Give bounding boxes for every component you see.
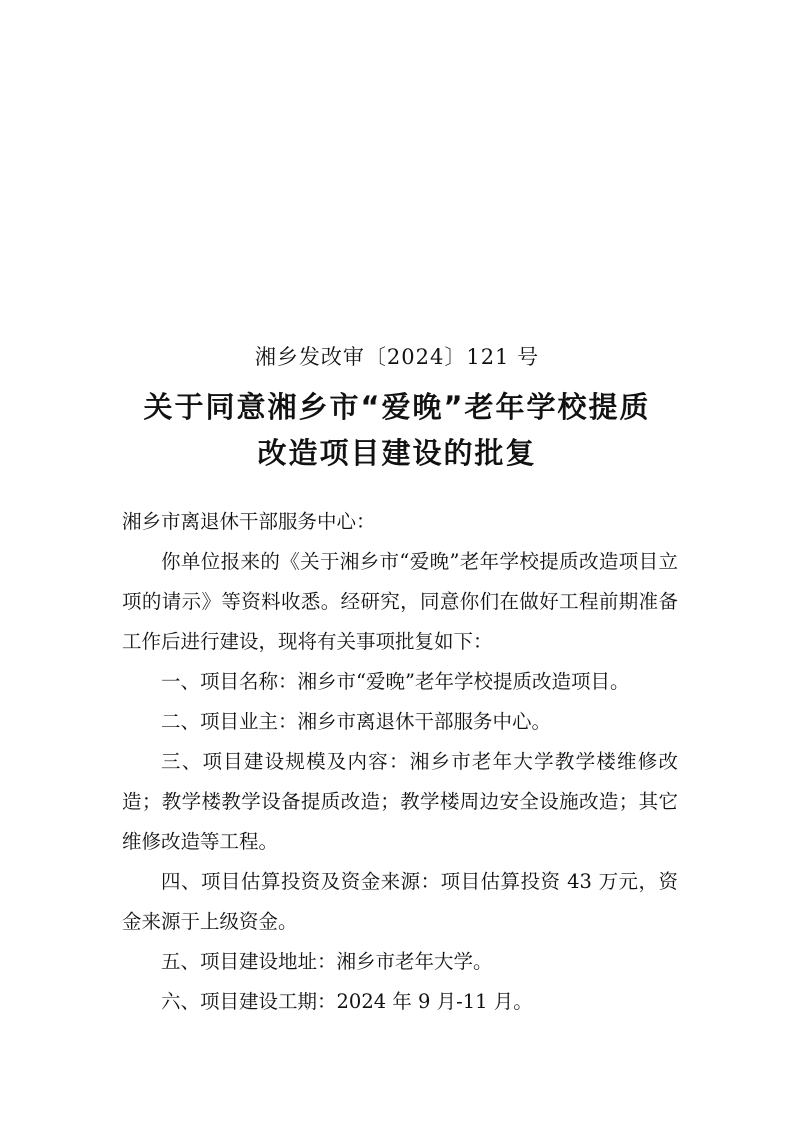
document-title (0, 384, 794, 476)
document-number: 湘乡发改审〔2024〕121 号 (254, 345, 540, 369)
paragraph-item-4: 四、项目估算投资及资金来源：项目估算投资 43 万元，资金来源于上级资金。 (122, 870, 678, 933)
paragraph-item-1: 一、项目名称：湘乡市“爱晚”老年学校提质改造项目。 (161, 670, 630, 693)
title-line-1: 关于同意湘乡市“爱晚”老年学校提质 (143, 390, 651, 424)
title-line-2: 改造项目建设的批复 (257, 436, 537, 470)
paragraph-item-2: 二、项目业主：湘乡市离退休干部服务中心。 (161, 710, 552, 733)
paragraph-item-6: 六、项目建设工期：2024 年 9 月-11 月。 (161, 990, 533, 1013)
paragraph-intro: 你单位报来的《关于湘乡市“爱晚”老年学校提质改造项目立项的请示》等资料收悉。经研究，同意你们在做好工程前期准备工作后进行建设，现将有关事项批复如下： (122, 550, 678, 653)
paragraph-item-5: 五、项目建设地址：湘乡市老年大学。 (161, 950, 493, 973)
addressee: 湘乡市离退休干部服务中心： (122, 510, 376, 533)
paragraph-item-3: 三、项目建设规模及内容：湘乡市老年大学教学楼维修改造；教学楼教学设备提质改造；教学楼周边安全设施改造；其它维修改造等工程。 (122, 750, 678, 853)
document-body (122, 502, 678, 1022)
